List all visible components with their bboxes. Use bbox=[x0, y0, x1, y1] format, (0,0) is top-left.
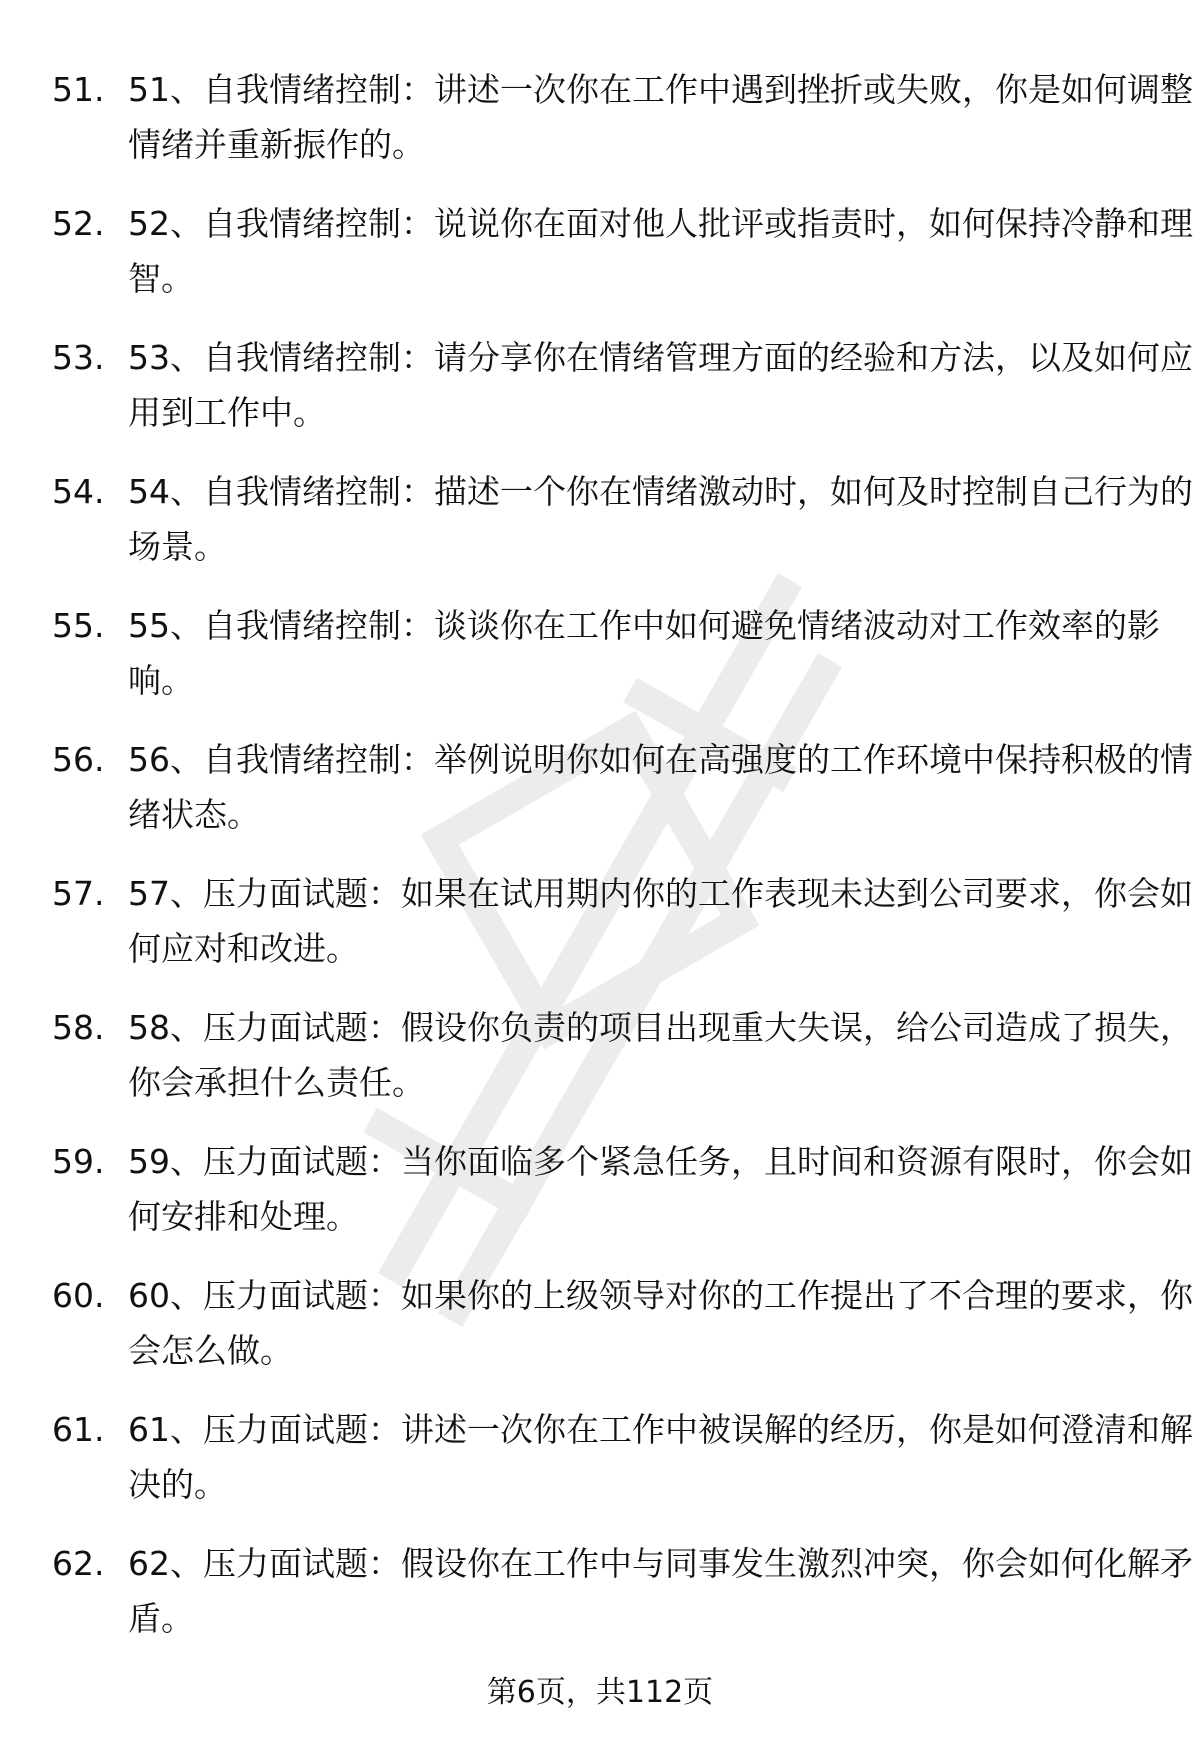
item-number: 61. bbox=[52, 1410, 105, 1449]
item-text: 56、自我情绪控制：举例说明你如何在高强度的工作环境中保持积极的情绪状态。 bbox=[128, 740, 1193, 834]
list-item bbox=[52, 866, 1193, 1000]
list-item bbox=[52, 62, 1193, 196]
list-item bbox=[52, 330, 1193, 464]
item-text: 58、压力面试题：假设你负责的项目出现重大失误，给公司造成了损失，你会承担什么责任。 bbox=[128, 1008, 1193, 1102]
list-item bbox=[52, 464, 1193, 598]
item-text: 53、自我情绪控制：请分享你在情绪管理方面的经验和方法，以及如何应用到工作中。 bbox=[128, 338, 1193, 432]
list-item bbox=[52, 1134, 1193, 1268]
item-text: 51、自我情绪控制：讲述一次你在工作中遇到挫折或失败，你是如何调整情绪并重新振作的。 bbox=[128, 70, 1193, 164]
item-number: 52. bbox=[52, 204, 105, 243]
item-number: 60. bbox=[52, 1276, 105, 1315]
list-item bbox=[52, 1268, 1193, 1402]
item-text: 59、压力面试题：当你面临多个紧急任务，且时间和资源有限时，你会如何安排和处理。 bbox=[128, 1142, 1193, 1236]
list-item bbox=[52, 1000, 1193, 1134]
item-number: 53. bbox=[52, 338, 105, 377]
page-footer: 第6页，共112页 bbox=[486, 1675, 714, 1710]
question-list bbox=[52, 62, 1193, 1670]
list-item bbox=[52, 598, 1160, 732]
item-text: 52、自我情绪控制：说说你在面对他人批评或指责时，如何保持冷静和理智。 bbox=[128, 204, 1193, 298]
item-text: 55、自我情绪控制：谈谈你在工作中如何避免情绪波动对工作效率的影响。 bbox=[128, 606, 1160, 700]
item-number: 56. bbox=[52, 740, 105, 779]
item-text: 57、压力面试题：如果在试用期内你的工作表现未达到公司要求，你会如何应对和改进。 bbox=[128, 874, 1193, 968]
item-number: 62. bbox=[52, 1544, 105, 1583]
list-item bbox=[52, 732, 1193, 866]
item-text: 54、自我情绪控制：描述一个你在情绪激动时，如何及时控制自己行为的场景。 bbox=[128, 472, 1193, 566]
item-text: 61、压力面试题：讲述一次你在工作中被误解的经历，你是如何澄清和解决的。 bbox=[128, 1410, 1193, 1504]
item-text: 62、压力面试题：假设你在工作中与同事发生激烈冲突，你会如何化解矛盾。 bbox=[128, 1544, 1193, 1638]
item-number: 58. bbox=[52, 1008, 105, 1047]
list-item bbox=[52, 196, 1193, 330]
item-number: 59. bbox=[52, 1142, 105, 1181]
item-text: 60、压力面试题：如果你的上级领导对你的工作提出了不合理的要求，你会怎么做。 bbox=[128, 1276, 1193, 1370]
item-number: 54. bbox=[52, 472, 105, 511]
list-item bbox=[52, 1536, 1193, 1670]
item-number: 57. bbox=[52, 874, 105, 913]
item-number: 55. bbox=[52, 606, 105, 645]
list-item bbox=[52, 1402, 1193, 1536]
item-number: 51. bbox=[52, 70, 105, 109]
